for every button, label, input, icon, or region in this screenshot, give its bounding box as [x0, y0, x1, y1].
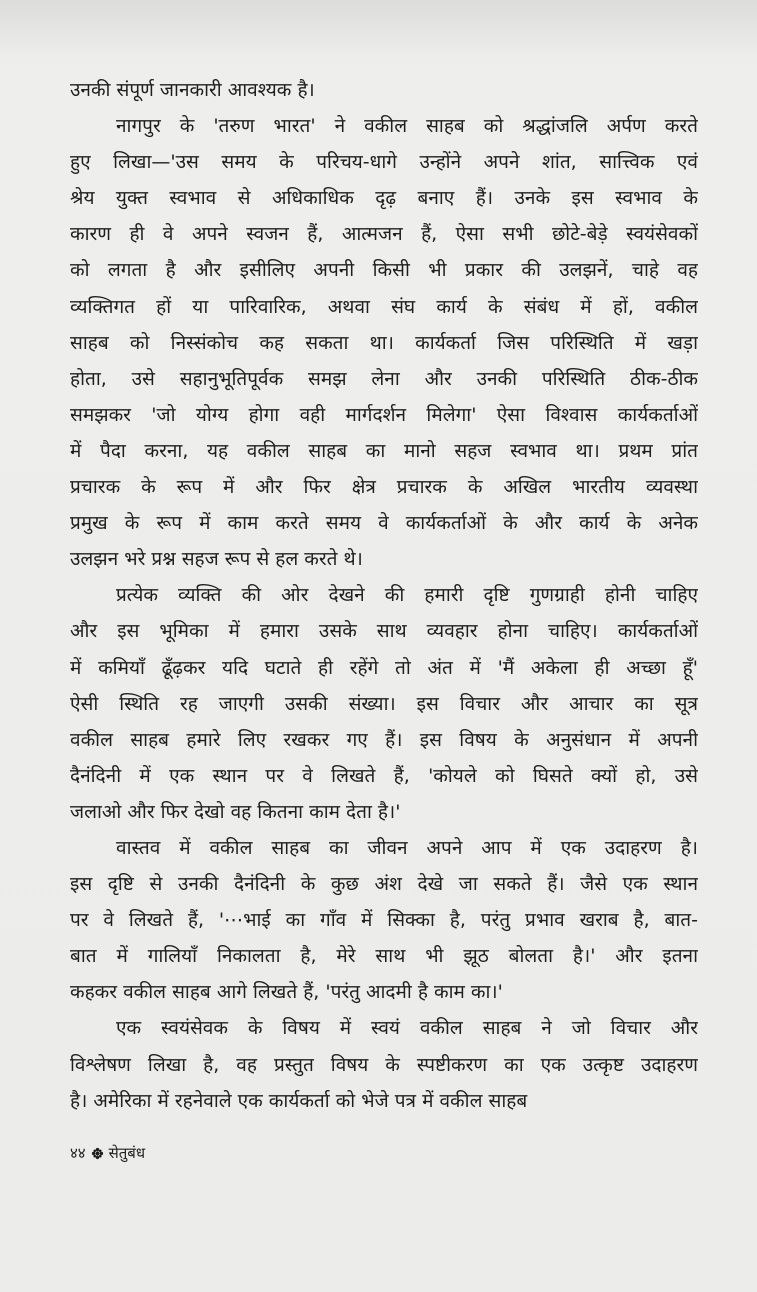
text-line: विश्लेषण लिखा है, वह प्रस्तुत विषय के स्पष्टीकरण का एक उत्कृष्ट उदाहरण [70, 1053, 698, 1076]
text-line: इस दृष्टि से उनकी दैनंदिनी के कुछ अंश देखे जा सकते हैं। जैसे एक स्थान [70, 873, 698, 896]
text-line: और इस भूमिका में हमारा उसके साथ व्यवहार होना चाहिए। कार्यकर्ताओं [70, 620, 698, 643]
text-line: पर वे लिखते हैं, '⋯भाई का गाँव में सिक्का है, परंतु प्रभाव खराब है, बात- [70, 909, 698, 932]
body-text [70, 72, 698, 1119]
text-line: एक स्वयंसेवक के विषय में स्वयं वकील साहब ने जो विचार और [116, 1017, 698, 1040]
text-line: दैनंदिनी में एक स्थान पर वे लिखते हैं, 'कोयले को घिसते क्यों हो, उसे [70, 764, 698, 787]
page-footer [70, 1143, 145, 1163]
text-line: समझकर 'जो योग्य होगा वही मार्गदर्शन मिलेगा' ऐसा विश्वास कार्यकर्ताओं [70, 403, 698, 426]
text-line: है। अमेरिका में रहनेवाले एक कार्यकर्ता को भेजे पत्र में वकील साहब [70, 1089, 528, 1112]
text-line: बात में गालियाँ निकालता है, मेरे साथ भी झूठ बोलता है।' और इतना [70, 945, 698, 968]
text-line: जलाओ और फिर देखो वह कितना काम देता है।' [70, 800, 401, 823]
text-line: में कमियाँ ढूँढ़कर यदि घटाते ही रहेंगे तो अंत में 'मैं अकेला ही अच्छा हूँ' [70, 656, 698, 679]
text-line: कारण ही वे अपने स्वजन हैं, आत्मजन हैं, ऐसा सभी छोटे-बेड़े स्वयंसेवकों [70, 223, 698, 246]
text-line: व्यक्तिगत हों या पारिवारिक, अथवा संघ कार्य के संबंध में हों, वकील [70, 295, 698, 318]
text-line: को लगता है और इसीलिए अपनी किसी भी प्रकार की उलझनें, चाहे वह [70, 259, 698, 282]
text-line: ऐसी स्थिति रह जाएगी उसकी संख्या। इस विचार और आचार का सूत्र [70, 692, 698, 715]
book-title: सेतुबंध [108, 1144, 146, 1162]
page-number: ४४ [70, 1144, 86, 1162]
flower-ornament-icon [91, 1147, 104, 1160]
text-line: प्रचारक के रूप में और फिर क्षेत्र प्रचारक के अखिल भारतीय व्यवस्था [70, 476, 698, 499]
text-line: में पैदा करना, यह वकील साहब का मानो सहज स्वभाव था। प्रथम प्रांत [70, 439, 698, 462]
text-line: नागपुर के 'तरुण भारत' ने वकील साहब को श्रद्धांजलि अर्पण करते [116, 115, 698, 138]
text-line: उलझन भरे प्रश्न सहज रूप से हल करते थे। [70, 548, 363, 571]
text-line: प्रमुख के रूप में काम करते समय वे कार्यकर्ताओं के और कार्य के अनेक [70, 512, 698, 535]
text-line: प्रत्येक व्यक्ति की ओर देखने की हमारी दृष्टि गुणग्राही होनी चाहिए [116, 584, 698, 607]
text-line: होता, उसे सहानुभूतिपूर्वक समझ लेना और उनकी परिस्थिति ठीक-ठीक [70, 367, 698, 390]
text-line: श्रेय युक्त स्वभाव से अधिकाधिक दृढ़ बनाए हैं। उनके इस स्वभाव के [70, 187, 698, 210]
text-line: हुए लिखा—'उस समय के परिचय-धागे उन्होंने अपने शांत, सात्त्विक एवं [70, 151, 698, 174]
text-line: वकील साहब हमारे लिए रखकर गए हैं। इस विषय के अनुसंधान में अपनी [70, 728, 698, 751]
text-line: साहब को निस्संकोच कह सकता था। कार्यकर्ता जिस परिस्थिति में खड़ा [70, 331, 698, 354]
text-line: कहकर वकील साहब आगे लिखते हैं, 'परंतु आदमी है काम का।' [70, 981, 503, 1004]
text-line: वास्तव में वकील साहब का जीवन अपने आप में एक उदाहरण है। [116, 836, 698, 859]
text-line: उनकी संपूर्ण जानकारी आवश्यक है। [70, 79, 315, 101]
